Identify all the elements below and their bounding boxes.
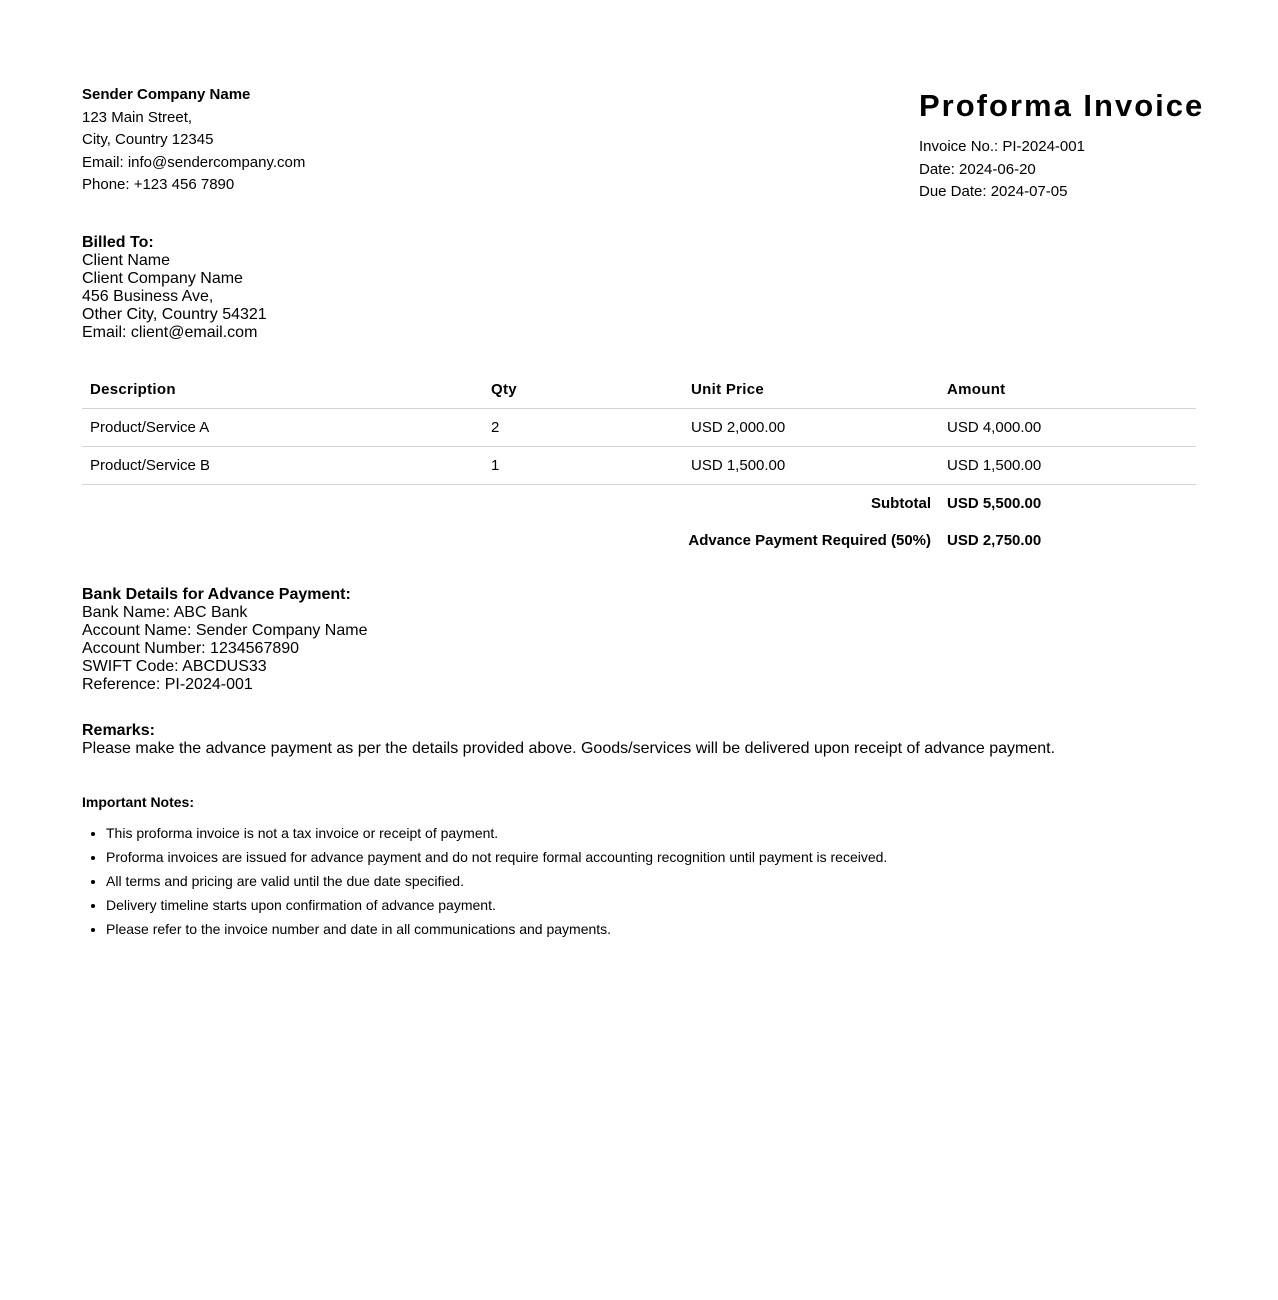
subtotal-value: USD 5,500.00 (947, 495, 1042, 512)
swift-code: SWIFT Code: ABCDUS33 (82, 658, 267, 675)
client-company: Client Company Name (82, 270, 243, 287)
list-item: • All terms and pricing are valid until the due date specified. (106, 869, 887, 893)
bank-details-block (82, 586, 367, 694)
sender-phone: Phone: +123 456 7890 (82, 176, 235, 193)
bank-details-heading: Bank Details for Advance Payment: (82, 586, 351, 603)
client-name: Client Name (82, 252, 171, 269)
row-amount: USD 4,000.00 (939, 409, 1196, 447)
important-notes-block (82, 793, 887, 941)
remarks-text: Please make the advance payment as per the details provided above. Goods/services will be delivered upon receipt of advance payment. (82, 740, 1056, 757)
sender-email: Email: info@sendercompany.com (82, 153, 306, 171)
list-item: • Delivery timeline starts upon confirmation of advance payment. (106, 893, 887, 917)
advance-payment-label: Advance Payment Required (50%) (688, 532, 931, 549)
invoice-header (82, 84, 1205, 214)
invoice-page (82, 84, 1205, 937)
sender-city: City, Country 12345 (82, 131, 214, 148)
invoice-number: Invoice No.: PI-2024-001 (919, 138, 1085, 155)
table-row (82, 409, 1196, 447)
table-header-row (82, 370, 1196, 409)
remarks-heading: Remarks: (82, 722, 155, 739)
row-amount: USD 1,500.00 (939, 447, 1196, 485)
remarks-block (82, 722, 1055, 758)
header-description: Description (82, 370, 483, 409)
list-item: • Please refer to the invoice number and date in all communications and payments. (106, 917, 887, 941)
header-qty: Qty (483, 370, 683, 409)
row-description: Product/Service A (82, 409, 483, 447)
sender-block (82, 84, 305, 197)
row-qty: 2 (483, 409, 683, 447)
invoice-info-block (919, 84, 1205, 204)
advance-payment-value: USD 2,750.00 (947, 532, 1042, 549)
bank-name: Bank Name: ABC Bank (82, 604, 248, 621)
row-unit-price: USD 1,500.00 (683, 447, 939, 485)
billed-to-block (82, 234, 267, 342)
account-name: Account Name: Sender Company Name (82, 622, 368, 639)
invoice-date: Date: 2024-06-20 (919, 160, 1036, 178)
invoice-due-date: Due Date: 2024-07-05 (919, 183, 1068, 200)
billed-to-heading: Billed To: (82, 234, 154, 251)
payment-reference: Reference: PI-2024-001 (82, 676, 253, 693)
row-description: Product/Service B (82, 447, 483, 485)
row-unit-price: USD 2,000.00 (683, 409, 939, 447)
account-number: Account Number: 1234567890 (82, 640, 300, 657)
invoice-title: Proforma Invoice (919, 88, 1205, 123)
header-amount: Amount (939, 370, 1196, 409)
subtotal-row (82, 485, 1196, 523)
important-notes-list (82, 821, 887, 941)
client-address: 456 Business Ave, (82, 288, 214, 305)
line-items-table (82, 370, 1196, 559)
header-unit-price: Unit Price (683, 370, 939, 409)
row-qty: 1 (483, 447, 683, 485)
important-notes-heading: Important Notes: (82, 794, 194, 810)
advance-payment-row (82, 522, 1196, 559)
client-email: Email: client@email.com (82, 324, 258, 341)
sender-street: 123 Main Street, (82, 108, 193, 126)
list-item: • This proforma invoice is not a tax invoice or receipt of payment. (106, 821, 887, 845)
invoice-meta (919, 136, 1199, 204)
sender-company-name: Sender Company Name (82, 86, 251, 103)
list-item: • Proforma invoices are issued for advance payment and do not require formal accounting recognition until payment is received. (106, 845, 887, 869)
subtotal-label: Subtotal (871, 495, 931, 512)
table-row (82, 447, 1196, 485)
client-city: Other City, Country 54321 (82, 306, 267, 323)
